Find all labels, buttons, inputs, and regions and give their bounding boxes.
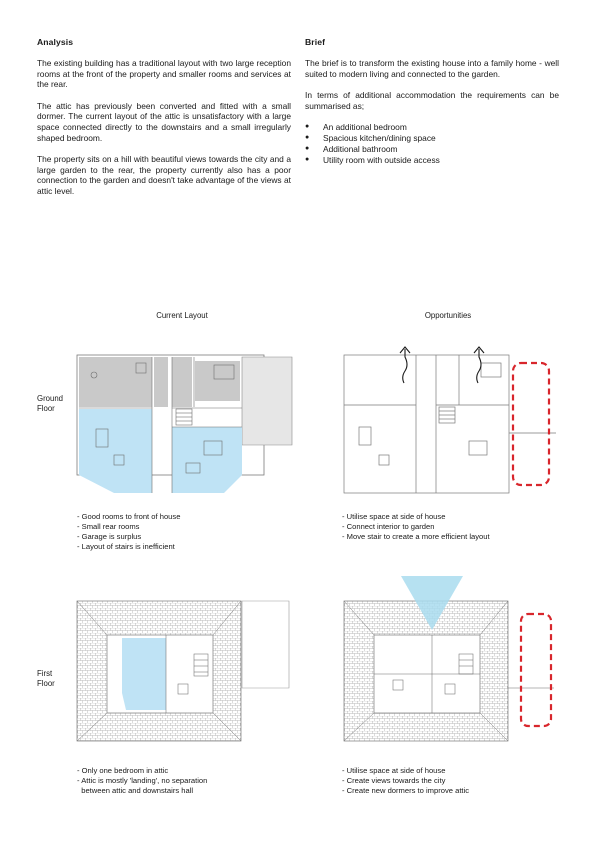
ground-floor-opportunities-plan	[341, 343, 556, 499]
note-item: - Move stair to create a more efficient layout	[342, 532, 490, 541]
current-layout-caption: Current Layout	[156, 311, 208, 320]
rear-wc-room	[154, 357, 168, 407]
note-item: - Create new dormers to improve attic	[342, 786, 470, 795]
house-outline	[344, 355, 509, 493]
ground-floor-label-line-1: Ground	[37, 394, 64, 403]
note-item: - Small rear rooms	[77, 522, 140, 531]
ground-floor-label-line-2: Floor	[37, 403, 55, 413]
garage-roof	[242, 601, 289, 688]
brief-item: ● Utility room with outside access	[305, 155, 559, 166]
brief-heading: Brief	[305, 37, 326, 47]
garage-area	[242, 357, 292, 445]
brief-item: ● Spacious kitchen/dining space	[305, 133, 559, 144]
analysis-heading: Analysis	[37, 37, 74, 47]
attic-bedroom	[122, 638, 166, 710]
first-opportunities-notes	[342, 766, 469, 796]
ground-opportunities-notes	[342, 512, 490, 542]
garden-connection-arrows	[400, 347, 484, 383]
note-item: - Create views towards the city	[342, 776, 446, 785]
first-floor-label	[37, 669, 55, 688]
ground-floor-current-plan	[74, 345, 296, 497]
analysis-paragraph-1: The existing building has a traditional layout with two large reception rooms at the front of the property and smaller rooms and services at the rear.	[37, 58, 291, 90]
brief-item: ● Additional bathroom	[305, 144, 559, 155]
side-space-opportunity-outline	[513, 363, 549, 485]
note-item: - Attic is mostly 'landing', no separation	[77, 776, 208, 785]
note-item: between attic and downstairs hall	[77, 786, 194, 795]
first-current-notes	[77, 766, 207, 796]
analysis-paragraph-3: The property sits on a hill with beautiful views towards the city and a large garden to the rear, the property currently also has a poor connection to the garden and doesn't take advantage of the views at attic level.	[37, 154, 291, 196]
ground-current-notes	[77, 512, 180, 552]
note-item: - Garage is surplus	[77, 532, 142, 541]
first-floor-label-line-2: Floor	[37, 678, 55, 688]
note-item: - Connect interior to garden	[342, 522, 435, 531]
note-item: - Utilise space at side of house	[342, 766, 446, 775]
note-item: - Only one bedroom in attic	[77, 766, 169, 775]
note-item: - Good rooms to front of house	[77, 512, 181, 521]
rear-utility-room	[172, 357, 192, 407]
note-item: - Layout of stairs is inefficient	[77, 542, 175, 551]
note-item: - Utilise space at side of house	[342, 512, 446, 521]
front-reception-room-right	[172, 427, 242, 493]
rear-study-room	[195, 361, 240, 401]
first-floor-label-line-1: First	[37, 669, 53, 678]
ground-floor-label	[37, 394, 63, 413]
brief-section	[305, 37, 559, 166]
rear-kitchen-room	[79, 357, 152, 407]
side-space-opportunity-outline	[521, 614, 551, 726]
front-reception-room-left	[79, 409, 152, 493]
brief-intro: The brief is to transform the existing house into a family home - well suited to modern living and connected to the garden.	[305, 58, 559, 79]
brief-requirements-list	[305, 122, 559, 165]
garden-arrow-left	[403, 349, 407, 383]
analysis-section	[37, 37, 291, 197]
garden-arrow-right	[477, 349, 481, 383]
brief-item: ● An additional bedroom	[305, 122, 559, 133]
analysis-paragraph-2: The attic has previously been converted and fitted with a small dormer. The current layout of the attic is unsatisfactory with a large space connected directly to the downstairs and a small irregularly shaped bedroom.	[37, 100, 291, 143]
first-floor-current-plan	[74, 598, 294, 748]
first-floor-opportunities-plan	[341, 576, 556, 748]
opportunities-caption: Opportunities	[424, 311, 472, 320]
brief-summary: In terms of additional accommodation the requirements can be summarised as;	[305, 90, 559, 111]
